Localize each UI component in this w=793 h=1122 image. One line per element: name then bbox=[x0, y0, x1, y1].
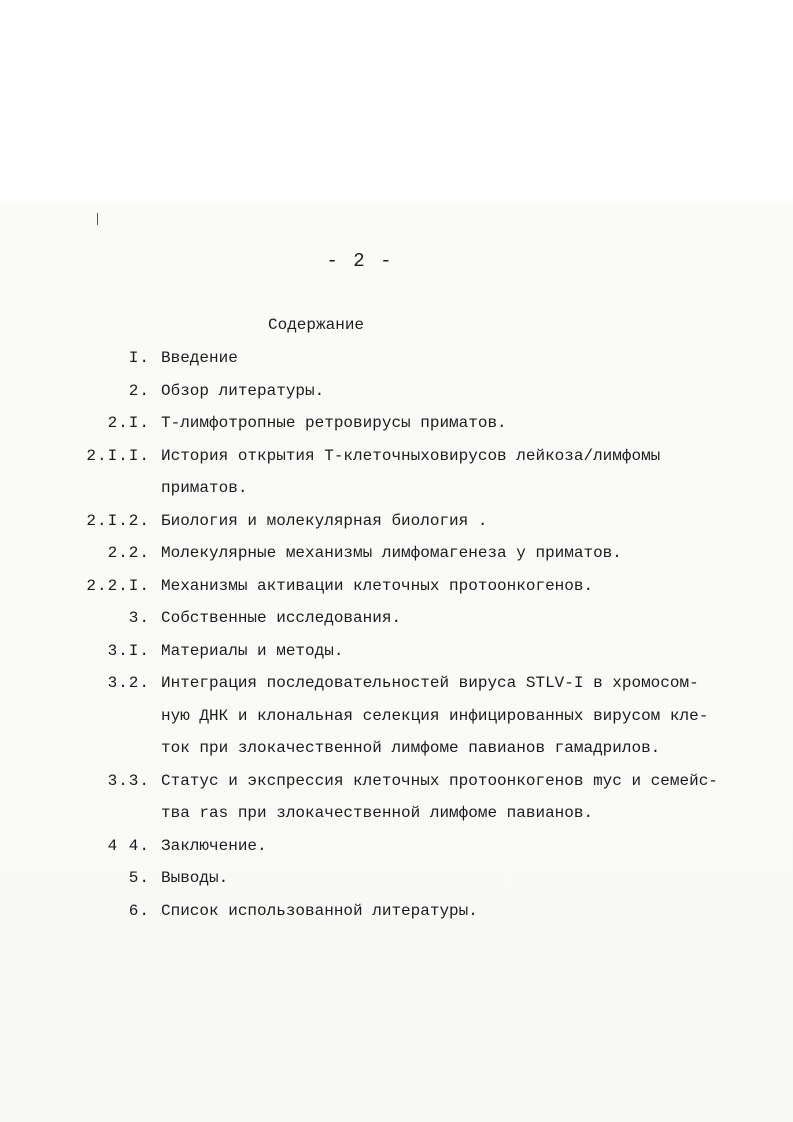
toc-entry bbox=[0, 635, 793, 668]
toc-entry-line: Статус и экспрессия клеточных протоонкогенов myc и семейс- bbox=[161, 771, 718, 790]
toc-entry-number: 4 4. bbox=[107, 836, 150, 855]
toc-entry-title bbox=[161, 570, 731, 603]
toc-entry bbox=[0, 375, 793, 408]
toc-entry-line: История открытия Т-клеточныховирусов лейкоза/лимфомы bbox=[161, 446, 661, 465]
toc-entry-title bbox=[161, 342, 731, 375]
toc-entry-line: Биология и молекулярная биология . bbox=[161, 511, 488, 530]
table-of-contents bbox=[0, 342, 793, 927]
toc-entry-line: Механизмы активации клеточных протоонкогенов. bbox=[161, 576, 594, 595]
toc-entry-line: Т-лимфотропные ретровирусы приматов. bbox=[161, 414, 507, 432]
toc-entry bbox=[0, 537, 793, 570]
toc-entry-line: Введение bbox=[161, 349, 238, 367]
toc-entry-number: I. bbox=[128, 349, 150, 367]
toc-entry bbox=[0, 667, 793, 765]
toc-entry-line: ток при злокачественной лимфоме павианов гамадрилов. bbox=[161, 739, 661, 757]
toc-entry-title bbox=[161, 602, 731, 635]
toc-entry-number: 2. bbox=[128, 381, 150, 400]
toc-entry-number: 3.I. bbox=[107, 641, 150, 660]
toc-entry-line: Собственные исследования. bbox=[161, 609, 402, 627]
toc-entry-line: тва ras при злокачественной лимфоме павианов. bbox=[161, 804, 594, 822]
toc-entry-title bbox=[161, 830, 731, 863]
toc-entry-title bbox=[161, 635, 731, 668]
toc-entry-number: 3.3. bbox=[107, 771, 150, 790]
toc-entry-title bbox=[161, 505, 731, 538]
toc-entry-title bbox=[161, 537, 731, 570]
toc-entry-line: Выводы. bbox=[161, 869, 229, 887]
toc-entry bbox=[0, 765, 793, 830]
toc-entry-number: 2.I.I. bbox=[86, 446, 150, 465]
toc-entry-line: приматов. bbox=[161, 479, 248, 497]
toc-entry-title bbox=[161, 667, 731, 765]
toc-entry-line: Материалы и методы. bbox=[161, 641, 344, 660]
toc-entry-title bbox=[161, 407, 731, 440]
toc-entry-number: 2.2. bbox=[107, 544, 150, 562]
toc-entry-line: Заключение. bbox=[161, 836, 267, 855]
toc-entry bbox=[0, 602, 793, 635]
toc-entry-title bbox=[161, 862, 731, 895]
toc-entry-number: 2.I.2. bbox=[86, 511, 150, 530]
toc-entry bbox=[0, 407, 793, 440]
toc-entry-number: 3.2. bbox=[107, 674, 150, 692]
toc-entry-title bbox=[161, 765, 731, 830]
toc-entry bbox=[0, 440, 793, 505]
toc-entry-line: Обзор литературы. bbox=[161, 381, 325, 400]
toc-entry-title bbox=[161, 440, 731, 505]
toc-entry-number: 6. bbox=[128, 901, 150, 920]
toc-entry-line: Список использованной литературы. bbox=[161, 901, 478, 920]
page-number: - 2 - bbox=[326, 250, 394, 272]
toc-entry-number: 5. bbox=[128, 869, 150, 887]
toc-entry-line: Интеграция последовательностей вируса STLV-I в хромосом- bbox=[161, 674, 699, 692]
toc-entry-number: 3. bbox=[128, 609, 150, 627]
toc-entry-line: Молекулярные механизмы лимфомагенеза у приматов. bbox=[161, 544, 622, 562]
toc-entry-title bbox=[161, 375, 731, 408]
margin-mark bbox=[97, 213, 98, 225]
toc-entry bbox=[0, 342, 793, 375]
toc-entry bbox=[0, 570, 793, 603]
toc-entry-line: ную ДНК и клональная селекция инфицированных вирусом кле- bbox=[161, 706, 709, 725]
toc-entry bbox=[0, 895, 793, 928]
toc-entry bbox=[0, 862, 793, 895]
toc-heading: Содержание bbox=[268, 316, 365, 334]
toc-entry bbox=[0, 505, 793, 538]
toc-entry-number: 2.2.I. bbox=[86, 576, 150, 595]
toc-entry-number: 2.I. bbox=[107, 414, 150, 432]
toc-entry-title bbox=[161, 895, 731, 928]
toc-entry bbox=[0, 830, 793, 863]
